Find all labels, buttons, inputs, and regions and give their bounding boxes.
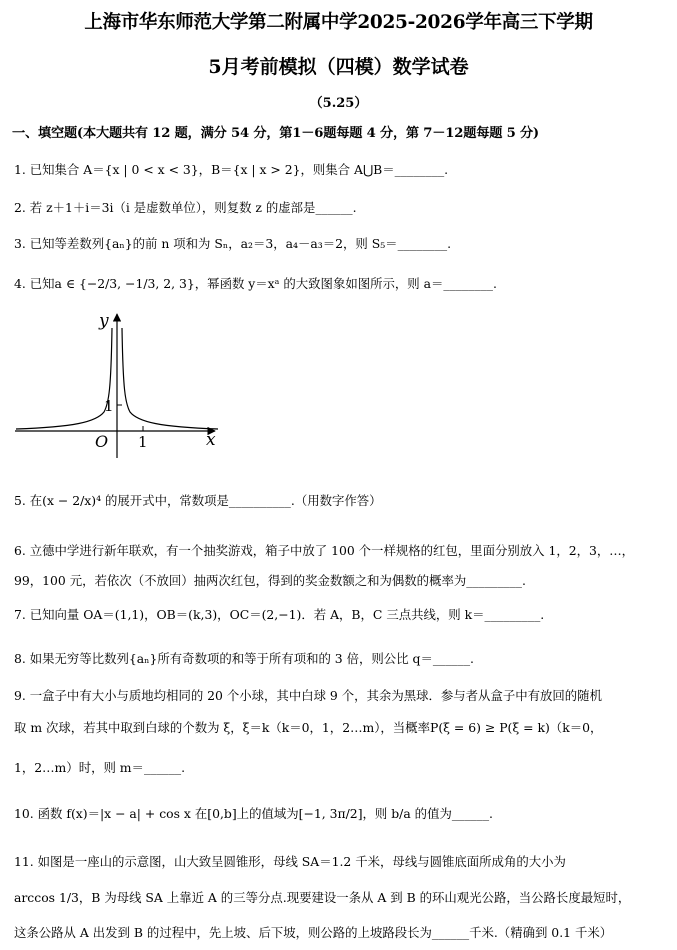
exam-title-line1: 上海市华东师范大学第二附属中学2025-2026学年高三下学期 [84,12,593,33]
question-1: 1. 已知集合 A＝{x | 0 < x < 3}，B＝{x | x > 2}，则集合 A⋃B＝________. [14,162,449,177]
question-4: 4. 已知a ∈ {−2/3, −1/3, 2, 3}，幂函数 y＝xᵃ 的大致图象如图所示，则 a＝________. [14,276,497,291]
x-tick-label: 1 [138,433,148,451]
question-10: 10. 函数 f(x)＝|x − a| + cos x 在[0,b]上的值域为[−1, 3π/2]，则 b/a 的值为______. [14,806,493,821]
question-6-line1: 6. 立德中学进行新年联欢，有一个抽奖游戏，箱子中放了 100 个一样规格的红包，里面分别放入 1，2，3，…， [14,543,635,558]
x-axis-label: x [206,430,216,450]
exam-date: （5.25） [309,96,368,111]
question-9-line1: 9. 一盒子中有大小与质地均相同的 20 个小球，其中白球 9 个，其余为黑球．参与者从盒子中有放回的随机 [14,688,602,703]
question-8: 8. 如果无穷等比数列{aₙ}所有奇数项的和等于所有项和的 3 倍，则公比 q＝______. [14,651,474,666]
origin-label: O [95,432,109,451]
question-11-line2: arccos 1/3，B 为母线 SA 上靠近 A 的三等分点.现要建设一条从 A 到 B 的环山观光公路，当公路长度最短时， [14,890,631,905]
exam-title-line2: 5月考前模拟（四模）数学试卷 [208,56,469,78]
curve-right-branch [122,328,218,429]
y-axis-label: y [99,311,109,331]
question-6-line2: 99，100 元，若依次（不放回）抽两次红包，得到的奖金数额之和为偶数的概率为_________. [14,573,526,588]
question-2: 2. 若 z＋1＋i＝3i（i 是虚数单位），则复数 z 的虚部是______. [14,200,357,215]
question-5: 5. 在(x − 2/x)⁴ 的展开式中，常数项是__________.（用数字作答） [14,493,382,508]
question-11-line1: 11. 如图是一座山的示意图，山大致呈圆锥形，母线 SA＝1.2 千米，母线与圆锥底面所成角的大小为 [14,854,566,869]
question-3: 3. 已知等差数列{aₙ}的前 n 项和为 Sₙ，a₂＝3，a₄－a₃＝2，则 S₅＝________. [14,236,452,251]
power-function-graph [10,308,225,463]
question-9-line2: 取 m 次球，若其中取到白球的个数为 ξ，ξ＝k（k＝0，1，2…m），当概率P(ξ = 6) ≥ P(ξ = k)（k＝0， [14,720,603,735]
section-heading-fill-in: 一、填空题(本大题共有 12 题，满分 54 分，第1－6题每题 4 分，第 7－12题每题 5 分) [12,126,539,141]
question-7: 7. 已知向量 OA＝(1,1)，OB＝(k,3)，OC＝(2,−1)．若 A，B，C 三点共线，则 k＝_________. [14,607,545,622]
question-11-line3: 这条公路从 A 出发到 B 的过程中，先上坡、后下坡，则公路的上坡路段长为______千米.（精确到 0.1 千米） [14,925,613,940]
y-tick-label: 1 [104,397,114,415]
question-9-line3: 1，2…m）时，则 m＝______. [14,760,186,775]
curve-left-branch [16,328,112,429]
